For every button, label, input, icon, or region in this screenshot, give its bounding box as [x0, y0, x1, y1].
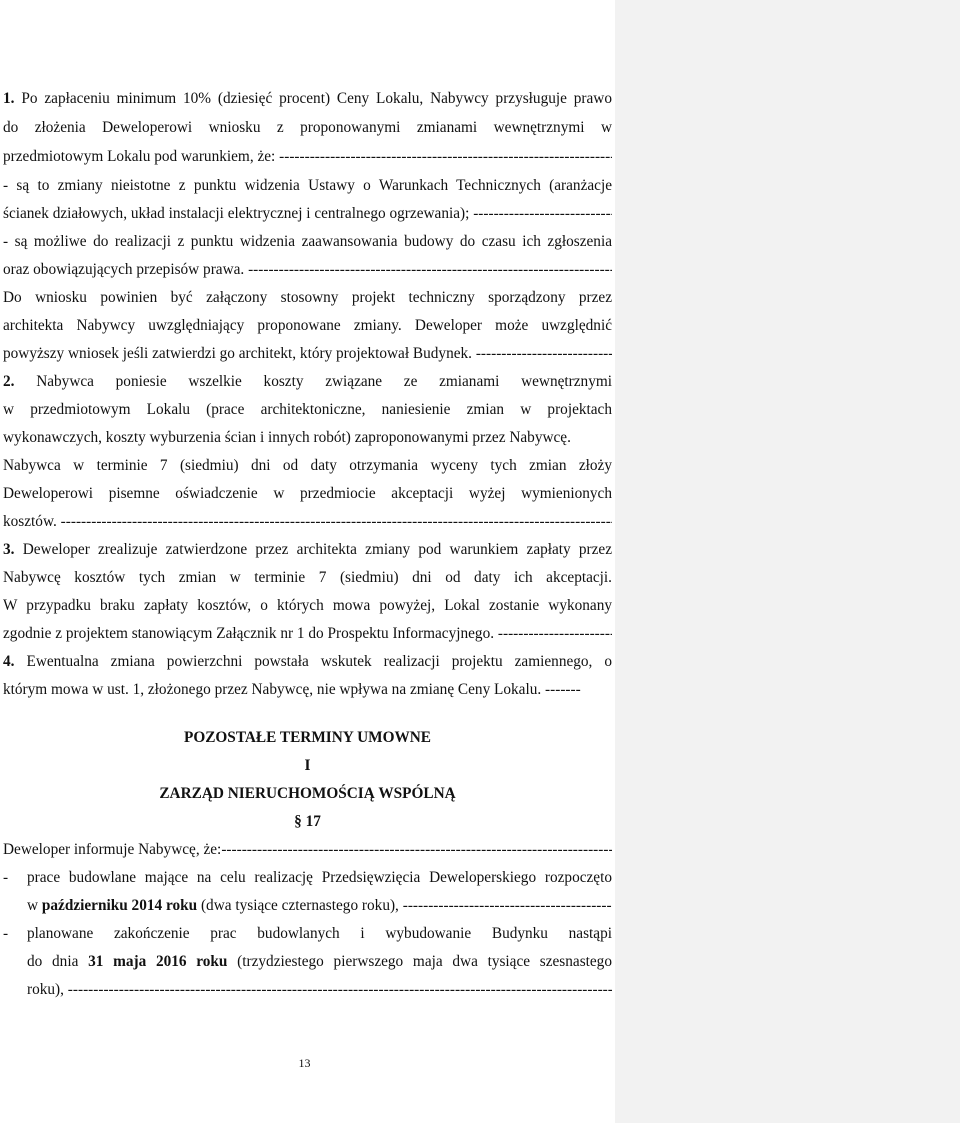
- item-1-line-3: [3, 144, 612, 170]
- bullet-1-date: październiku 2014 roku: [41, 897, 198, 914]
- bullet-1-line-1: [27, 865, 612, 891]
- item-2-line-5: [3, 481, 612, 507]
- item-3-line-4: [3, 621, 612, 647]
- item-1-text: Po zapłaceniu minimum 10% (dziesięć procent) Ceny Lokalu, Nabywcy przysługuje prawo: [21, 90, 612, 107]
- bullet-2-text: do dnia: [27, 953, 89, 970]
- bullet-2-text: (trzydziestego pierwszego maja dwa tysiące szesnastego: [227, 953, 612, 970]
- item-3-line-3: [3, 593, 612, 619]
- item-1-text: - są możliwe do realizacji z punktu widzenia zaawansowania budowy do czasu ich zgłoszenia: [3, 233, 612, 250]
- bullet-2-text: roku),: [27, 981, 64, 998]
- item-1-number: 1.: [3, 90, 15, 107]
- item-4-text: którym mowa w ust. 1, złożonego przez Nabywcę, nie wpływa na zmianę Ceny Lokalu.: [3, 681, 542, 698]
- item-3-number: 3.: [3, 541, 15, 558]
- page-number: 13: [298, 1056, 311, 1070]
- section-heading: POZOSTAŁE TERMINY UMOWNE: [183, 729, 432, 746]
- bullet-2-date: 31 maja 2016 roku: [88, 953, 228, 970]
- item-2-line-4: [3, 453, 612, 479]
- item-3-text: zgodnie z projektem stanowiącym Załącznik nr 1 do Prospektu Informacyjnego.: [3, 625, 495, 642]
- item-2-text: Deweloperowi pisemne oświadczenie w przedmiocie akceptacji wyżej wymienionych: [3, 485, 612, 502]
- item-4-number: 4.: [3, 653, 15, 670]
- bullet-dash: -: [3, 869, 9, 886]
- item-1-line-1: [3, 86, 612, 112]
- item-2-line-1: [3, 369, 612, 395]
- item-4-line-1: [3, 649, 612, 675]
- item-4-dash-tail: -------: [545, 681, 581, 698]
- item-4-text: Ewentualna zmiana powierzchni powstała wskutek realizacji projektu zamiennego, o: [26, 653, 612, 670]
- bullet-dash: -: [3, 925, 9, 942]
- bullet-2-line-1: [27, 921, 612, 947]
- item-1-text: do złożenia Deweloperowi wniosku z proponowanymi zmianami wewnętrznymi w: [3, 119, 612, 136]
- item-4-line-2: [3, 677, 612, 703]
- bullet-1-text: (dwa tysiące czternastego roku),: [197, 897, 399, 914]
- intro-line: [3, 837, 612, 863]
- section-roman-numeral: I: [304, 757, 311, 774]
- dash-filler: [68, 981, 612, 998]
- item-1-text: przedmiotowym Lokalu pod warunkiem, że:: [3, 148, 276, 165]
- item-2-line-2: [3, 397, 612, 423]
- side-margin-panel: [615, 0, 960, 1123]
- item-1-line-5: [3, 201, 612, 227]
- item-1-text: ścianek działowych, układ instalacji elektrycznej i centralnego ogrzewania);: [3, 205, 470, 222]
- item-1-line-2: [3, 115, 612, 141]
- item-1-text: oraz obowiązujących przepisów prawa.: [3, 261, 245, 278]
- item-3-text: Deweloper zrealizuje zatwierdzone przez architekta zmiany pod warunkiem zapłaty przez: [22, 541, 612, 558]
- dash-filler: [61, 513, 612, 530]
- item-2-text: Nabywca poniesie wszelkie koszty związane ze zmianami wewnętrznymi: [36, 373, 612, 390]
- item-2-text: w przedmiotowym Lokalu (prace architektoniczne, naniesienie zmian w projektach: [3, 401, 612, 418]
- dash-filler: [279, 148, 612, 165]
- bullet-2-text: planowane zakończenie prac budowlanych i wybudowanie Budynku nastąpi: [27, 925, 612, 942]
- item-3-line-2: [3, 565, 612, 591]
- paragraph-number: § 17: [294, 813, 321, 830]
- item-1-line-7: [3, 257, 612, 283]
- item-1-line-8: [3, 285, 612, 311]
- item-3-text: Nabywcę kosztów tych zmian w terminie 7 (siedmiu) dni od daty ich akceptacji.: [3, 569, 612, 586]
- item-2-text: Nabywca w terminie 7 (siedmiu) dni od daty otrzymania wyceny tych zmian złoży: [3, 457, 612, 474]
- dash-filler: [221, 841, 612, 858]
- item-1-line-10: [3, 341, 612, 367]
- item-2-text: kosztów.: [3, 513, 57, 530]
- dash-filler: [498, 625, 612, 642]
- bullet-2-line-2: [27, 949, 612, 975]
- item-1-line-4: [3, 173, 612, 199]
- item-1-line-6: [3, 229, 612, 255]
- item-2-line-3: [3, 425, 612, 451]
- bullet-1-text: w: [27, 897, 42, 914]
- item-3-text: W przypadku braku zapłaty kosztów, o których mowa powyżej, Lokal zostanie wykonany: [3, 597, 612, 614]
- item-1-text: architekta Nabywcy uwzględniający proponowane zmiany. Deweloper może uwzględnić: [3, 317, 612, 334]
- bullet-1-line-2: [27, 893, 612, 919]
- item-3-line-1: [3, 537, 612, 563]
- item-2-number: 2.: [3, 373, 15, 390]
- item-1-text: powyższy wniosek jeśli zatwierdzi go architekt, który projektował Budynek.: [3, 345, 472, 362]
- item-1-line-9: [3, 313, 612, 339]
- item-1-text: - są to zmiany nieistotne z punktu widzenia Ustawy o Warunkach Technicznych (aranżacje: [3, 177, 612, 194]
- item-2-line-6: [3, 509, 612, 535]
- section-subheading: ZARZĄD NIERUCHOMOŚCIĄ WSPÓLNĄ: [159, 785, 456, 802]
- dash-filler: [473, 205, 612, 222]
- item-2-text: wykonawczych, koszty wyburzenia ścian i innych robót) zaproponowanymi przez Nabywcę.: [3, 429, 571, 446]
- bullet-1-text: prace budowlane mające na celu realizację Przedsięwzięcia Deweloperskiego rozpoczęto: [27, 869, 612, 886]
- dash-filler: [476, 345, 612, 362]
- item-1-text: Do wniosku powinien być załączony stosowny projekt techniczny sporządzony przez: [3, 289, 612, 306]
- intro-text: Deweloper informuje Nabywcę, że:: [3, 841, 222, 858]
- bullet-2-line-3: [27, 977, 612, 1003]
- dash-filler: [403, 897, 612, 914]
- dash-filler: [248, 261, 612, 278]
